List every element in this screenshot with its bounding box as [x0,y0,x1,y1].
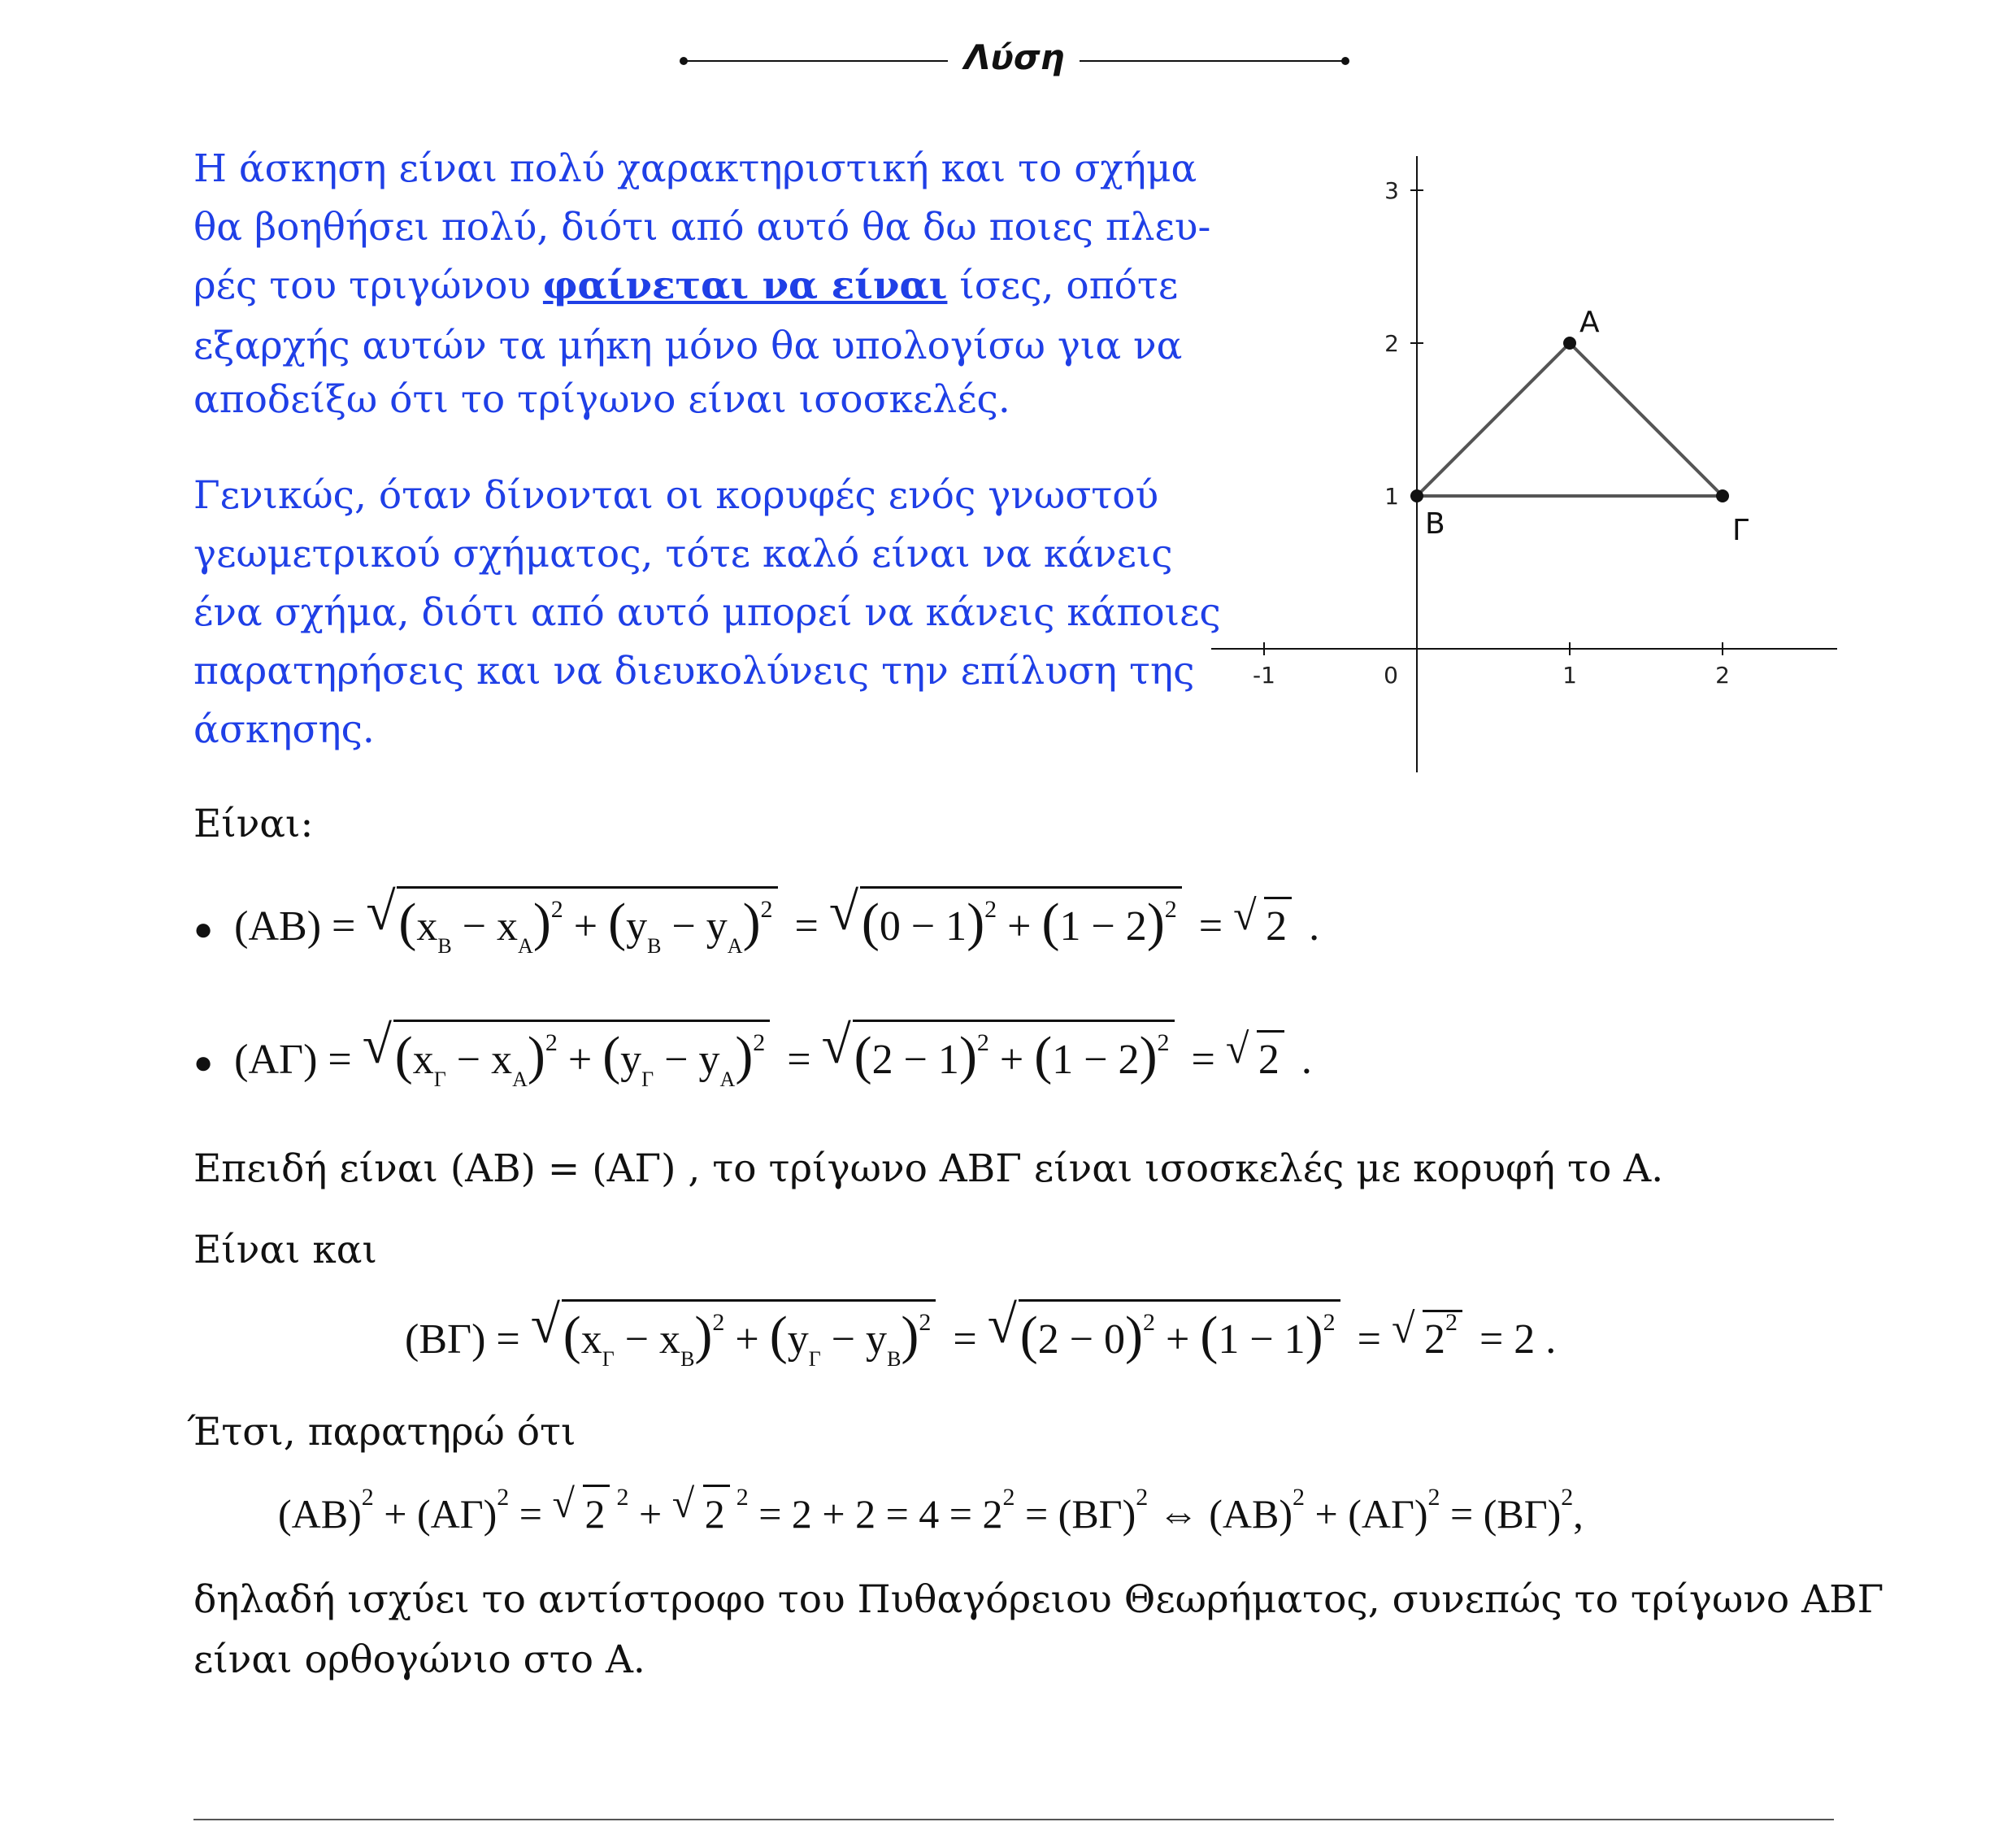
section-heading: Λύση [964,37,1065,77]
figure-axes [1211,156,1837,772]
x-tick-label: 1 [1562,662,1577,689]
conclusion-line-1: δηλαδή ισχύει το αντίστροφο του Πυθαγόρειου Θεωρήματος, συνεπώς το τρίγωνο ABΓ [193,1577,1884,1622]
intro-line-3-start: ρές του τριγώνου [193,263,543,308]
ab-formula [193,882,1320,958]
figure-triangle [1410,306,1749,547]
ab-lhs: (AB) = [234,903,356,950]
sqrt-2-squared: √ $2^2$ [1392,1310,1462,1363]
pyth-ag2: + (AΓ) [1314,1491,1428,1537]
eq-2: = [1191,1037,1215,1083]
pyth-bg: = (BΓ) [1024,1491,1136,1537]
point-Γ [1716,489,1729,502]
etsi-label: Έτσι, παρατηρώ ότι [187,1410,576,1455]
point-label-A: A [1579,306,1600,339]
ag-lhs: (AΓ) = [234,1037,352,1083]
bullet: ● [193,911,214,947]
heading-right-rule [1080,60,1346,62]
point-label-Γ: Γ [1732,514,1749,547]
pyth-end: , [1573,1491,1584,1537]
sqrt-bg-numeric: √ $(2 - 0)^2 + (1 - 1)^2$ [988,1299,1340,1367]
eq-end: = 2 . [1479,1316,1557,1363]
intro-line-2: θα βοηθήσει πολύ, διότι από αυτό θα δω ποιες πλευ- [193,205,1211,250]
emphasis-text: φαίνεται να είναι [542,263,948,308]
y-tick-label: 3 [1384,177,1399,204]
period: . [1309,903,1320,950]
pythagoras-formula: $(AB)^2 + (A\Gamma)^2$ = √ 2 $^2$ + √ 2 $^2 = 2 + 2 = 4 = 2^2 = (B\Gamma)^2$ ⇔ $(AB)^2 + (A\Gamma)^2 = (B\Gamma)^2$, [278,1481,1584,1537]
tip-line-5: άσκησης. [193,707,375,752]
sqrt-ag-general: √ $(x_\Gamma - x_A)^2 + (y_\Gamma - y_A)^2$ [363,1020,771,1087]
sqrt-2: √ 2 [1226,1030,1284,1084]
period: . [1301,1037,1312,1083]
point-B [1410,489,1423,502]
einai-kai-label: Είναι και [193,1228,377,1272]
point-A [1563,337,1576,350]
pyth-ab: (AB) [278,1491,362,1537]
footer-rule [193,1819,1834,1820]
coordinate-figure [1211,146,1845,781]
eq-2: = [1198,903,1223,950]
bg-formula [405,1295,1557,1371]
intro-line-3 [193,263,1178,308]
x-tick-label: 2 [1715,662,1730,689]
sqrt-ab-general: √ $(x_B - x_A)^2 + (y_B - y_A)^2$ [366,886,777,954]
eq-1: = [953,1316,977,1363]
intro-line-4: εξαρχής αυτών τα μήκη μόνο θα υπολογίσω για να [193,324,1183,368]
tip-line-3: ένα σχήμα, διότι από αυτό μπορεί να κάνεις κάποιες [193,590,1221,635]
pyth-iff: ⇔ (AB) [1158,1491,1293,1537]
pyth-bg2: = (BΓ) [1450,1491,1562,1537]
intro-line-5: αποδείξω ότι το τρίγωνο είναι ισοσκελές. [193,377,1010,422]
pyth-ag: + (AΓ) [384,1491,497,1537]
einai-label: Είναι: [193,802,314,846]
intro-line-3-end: ίσες, οπότε [947,263,1179,308]
sqrt-2: √ 2 [1233,897,1292,950]
tip-line-1: Γενικώς, όταν δίνονται οι κορυφές ενός γνωστού [193,473,1159,518]
tip-line-2: γεωμετρικού σχήματος, τότε καλό είναι να κάνεις [193,532,1173,576]
pyth-eq: = [519,1491,542,1537]
sqrt-ab-numeric: √ $(0 - 1)^2 + (1 - 2)^2$ [829,886,1182,954]
bullet: ● [193,1044,214,1081]
ag-formula [193,1015,1312,1091]
intro-line-1: Η άσκηση είναι πολύ χαρακτηριστική και το σχήμα [193,146,1197,191]
sqrt-bg-general: √ $(x_\Gamma - x_B)^2 + (y_\Gamma - y_B)^2$ [531,1299,936,1367]
heading-right-dot [1341,57,1349,65]
conclusion-line-2: είναι ορθογώνιο στο A. [193,1637,645,1682]
tip-line-4: παρατηρήσεις και να διευκολύνεις την επίλυση της [193,649,1195,694]
eq-1: = [787,1037,811,1083]
heading-left-rule [683,60,948,62]
y-tick-label: 1 [1384,483,1399,510]
point-label-B: B [1425,507,1445,541]
sqrt-2: √ 2 [552,1485,610,1537]
y-tick-label: 2 [1384,330,1399,357]
isosceles-statement: Επειδή είναι (AB) = (AΓ) , το τρίγωνο ABΓ είναι ισοσκελές με κορυφή το A. [193,1146,1664,1191]
eq-1: = [794,903,819,950]
pyth-nums: = 2 + 2 = 4 = 2 [758,1491,1003,1537]
x-tick-label: 0 [1384,662,1398,689]
segment-AΓ [1570,343,1723,496]
x-tick-label: -1 [1253,662,1275,689]
sqrt-ag-numeric: √ $(2 - 1)^2 + (1 - 2)^2$ [822,1020,1175,1087]
eq-2: = [1357,1316,1381,1363]
bg-lhs: (BΓ) = [405,1316,520,1363]
sqrt-2: √ 2 [672,1485,730,1537]
segment-AB [1417,343,1570,496]
